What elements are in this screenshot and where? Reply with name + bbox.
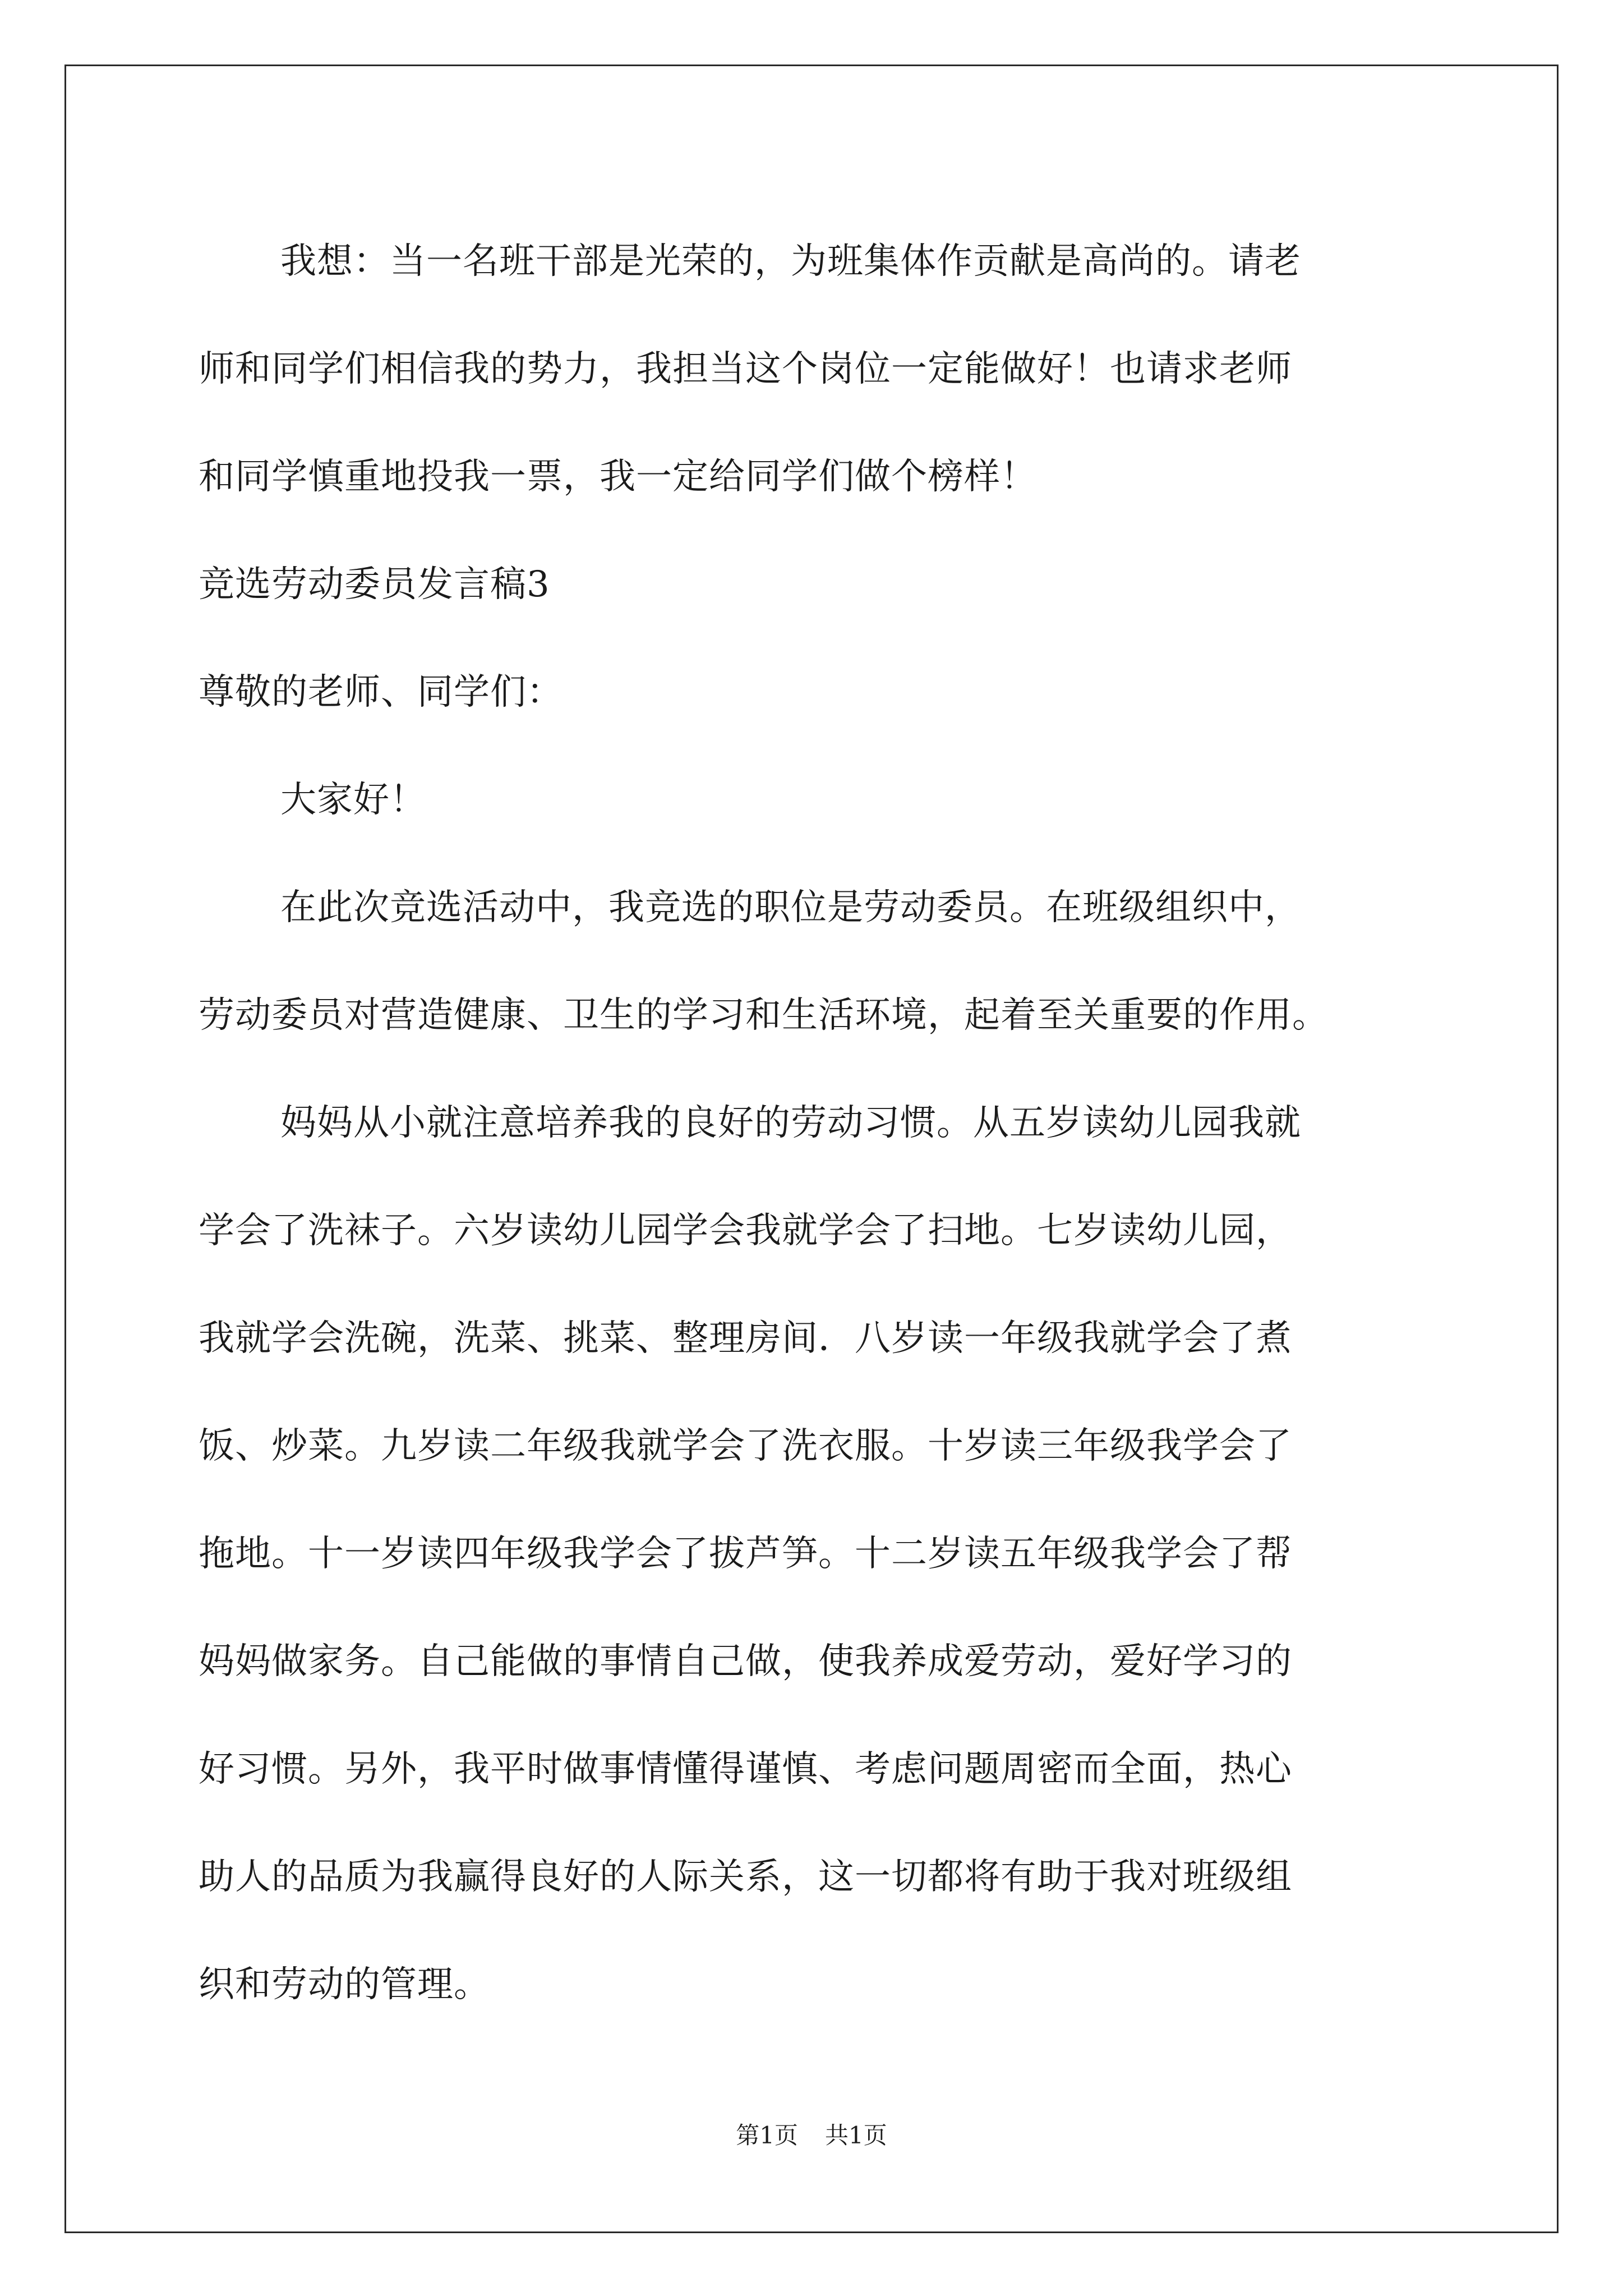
paragraph-line: 和同学慎重地投我一票，我一定给同学们做个榜样！ [199, 456, 1037, 498]
paragraph-line: 织和劳动的管理。 [199, 1964, 490, 2005]
paragraph-line: 劳动委员对营造健康、卫生的学习和生活环境，起着至关重要的作用。 [199, 995, 1329, 1036]
paragraph-line: 学会了洗袜子。六岁读幼儿园学会我就学会了扫地。七岁读幼儿园， [199, 1210, 1292, 1251]
page-number: 第1页 [736, 2122, 798, 2149]
paragraph-line: 我想：当一名班干部是光荣的，为班集体作贡献是高尚的。请老 [280, 241, 1301, 282]
paragraph-line: 我就学会洗碗，洗菜、挑菜、整理房间．八岁读一年级我就学会了煮 [199, 1318, 1292, 1359]
paragraph-line: 拖地。十一岁读四年级我学会了拔芦笋。十二岁读五年级我学会了帮 [199, 1533, 1292, 1575]
salutation: 尊敬的老师、同学们： [199, 671, 563, 713]
page-footer [0, 2122, 1623, 2150]
paragraph-line: 在此次竞选活动中，我竞选的职位是劳动委员。在班级组织中， [280, 887, 1301, 928]
document-body [199, 208, 1455, 2039]
paragraph-line: 助人的品质为我赢得良好的人际关系，这一切都将有助于我对班级组 [199, 1856, 1292, 1898]
greeting: 大家好！ [280, 779, 426, 821]
paragraph-line: 好习惯。另外，我平时做事情懂得谨慎、考虑问题周密而全面，热心 [199, 1749, 1292, 1790]
section-heading: 竞选劳动委员发言稿3 [199, 564, 550, 605]
page-total: 共1页 [825, 2122, 887, 2149]
paragraph-line: 师和同学们相信我的势力，我担当这个岗位一定能做好！也请求老师 [199, 348, 1292, 390]
paragraph-line: 妈妈从小就注意培养我的良好的劳动习惯。从五岁读幼儿园我就 [280, 1102, 1301, 1144]
paragraph-line: 妈妈做家务。自己能做的事情自己做，使我养成爱劳动，爱好学习的 [199, 1641, 1292, 1682]
paragraph-line: 饭、炒菜。九岁读二年级我就学会了洗衣服。十岁读三年级我学会了 [199, 1425, 1292, 1467]
